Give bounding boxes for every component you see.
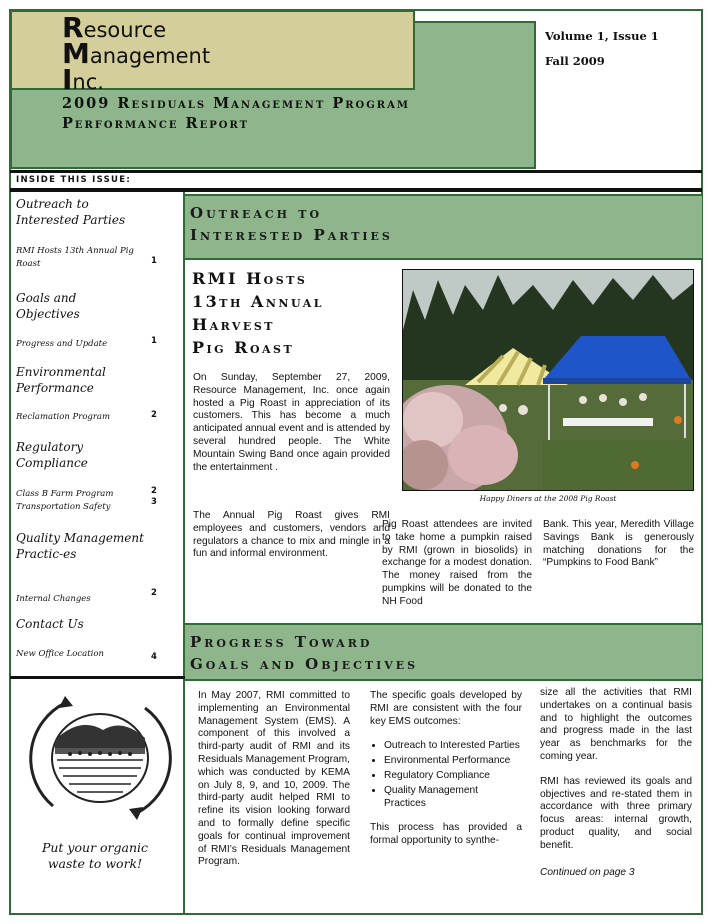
goals-column-2-end: This process has provided a formal opportunity to synthe- xyxy=(370,822,522,847)
list-item: • Quality Management Practices xyxy=(384,785,522,811)
toc-page-number: 2 xyxy=(151,588,157,598)
sidebar-divider xyxy=(183,192,185,915)
issue-info xyxy=(545,24,659,74)
inside-issue-label: INSIDE THIS ISSUE: xyxy=(16,175,132,185)
toc-item-reclamation[interactable]: Reclamation Program xyxy=(16,412,111,422)
outreach-section-title: Outreach to Interested Parties xyxy=(190,204,393,244)
story-column-3: Bank. This year, Meredith Village Savings Bank is generously matching donations for the “Pumpkins to Food Bank” xyxy=(543,519,694,569)
toc-item-class-b[interactable]: Class B Farm Program xyxy=(16,489,114,499)
list-item: • Regulatory Compliance xyxy=(384,770,522,783)
toc-heading-quality: Quality Management Practic-es xyxy=(16,531,144,561)
toc-item-transport[interactable]: Transportation Safety xyxy=(16,502,111,512)
divider-inside xyxy=(10,188,702,192)
sidebar-divider-bottom xyxy=(10,676,185,679)
story-paragraph-2: The Annual Pig Roast gives RMI employees and customers, vendors and regulators a chance to mix and mingle in a fun and informal environment. xyxy=(193,510,390,560)
photo-caption: Happy Diners at the 2008 Pig Roast xyxy=(479,494,617,503)
story-paragraph-1: On Sunday, September 27, 2009, Resource Management, Inc. once again hosted a Pig Roast in appreciation of its customers. This has become a much anticipated annual event and is attended by several hundred people. The White Mountain Swing Band once again provided the entertainment . xyxy=(193,372,390,473)
toc-item-pig-roast[interactable]: RMI Hosts 13th Annual Pig Roast xyxy=(16,246,134,269)
toc-page-number: 3 xyxy=(151,497,157,507)
goals-col3-paragraph-2: RMI has reviewed its goals and objectives and re-stated them in accordance with three primary focus areas: internal growth, product quality, and social benefit. xyxy=(540,775,692,851)
story-title: RMI Hosts 13th Annual Harvest Pig Roast xyxy=(192,269,324,357)
goals-column-2 xyxy=(370,690,522,848)
toc-item-office[interactable]: New Office Location xyxy=(16,649,104,659)
toc-heading-contact: Contact Us xyxy=(16,617,84,631)
goals-section-band xyxy=(185,623,702,681)
organic-waste-emblem xyxy=(25,688,175,828)
toc-page-number: 2 xyxy=(151,486,157,496)
report-title: 2009 Residuals Management Program Performance Report xyxy=(62,95,410,132)
goals-column-3 xyxy=(540,687,692,879)
toc-page-number: 4 xyxy=(151,652,157,662)
toc-page-number: 2 xyxy=(151,410,157,420)
toc-heading-environmental: Environmental Performance xyxy=(16,365,106,395)
list-item: • Outreach to Interested Parties xyxy=(384,740,522,753)
photo-illustration xyxy=(403,270,694,491)
company-logo: Resource Management Inc. xyxy=(62,11,211,96)
ems-outcomes-list xyxy=(370,740,522,810)
divider-top xyxy=(10,170,702,173)
toc-item-internal[interactable]: Internal Changes xyxy=(16,594,91,604)
continued-link[interactable]: Continued on page 3 xyxy=(540,866,635,878)
tagline: Put your organic waste to work! xyxy=(41,840,149,871)
list-item: • Environmental Performance xyxy=(384,755,522,768)
outreach-section-band xyxy=(185,194,702,260)
pig-roast-photo xyxy=(402,269,694,491)
toc-heading-outreach: Outreach to Interested Parties xyxy=(16,197,126,227)
toc-page-number: 1 xyxy=(151,256,157,266)
goals-intro: The specific goals developed by RMI are consistent with the four key EMS outcomes: xyxy=(370,690,522,727)
toc-heading-regulatory: Regulatory Compliance xyxy=(16,440,88,470)
toc-item-progress[interactable]: Progress and Update xyxy=(16,339,108,349)
toc-page-number: 1 xyxy=(151,336,157,346)
season-label: Fall 2009 xyxy=(545,54,605,68)
story-column-2: Pig Roast attendees are invited to take home a pumpkin raised by RMI (grown in biosolids) in exchange for a modest donation. The money raised from the pumpkins will be donated to the NH Food xyxy=(382,519,532,607)
volume-label: Volume 1, Issue 1 xyxy=(545,29,659,43)
goals-section-title: Progress Toward Goals and Objectives xyxy=(190,633,419,673)
goals-col3-paragraph-1: size all the activities that RMI undertakes on a continual basis and to highlight the outcomes and progress made in the last year as benchmarks for the coming year. xyxy=(540,687,692,762)
goals-column-1: In May 2007, RMI committed to implementing an Environmental Management System (EMS). A component of this involved a third-party audit of RMI and its Residuals Management Program, which was conducted by KEMA on July 8, 9, and 10, 2009. The third-party audit helped RMI to refine its vision looking forward and to formally define specific goals for continual improvement of RMI’s Residuals Management Program. xyxy=(198,690,350,868)
toc-heading-goals: Goals and Objectives xyxy=(16,291,80,321)
